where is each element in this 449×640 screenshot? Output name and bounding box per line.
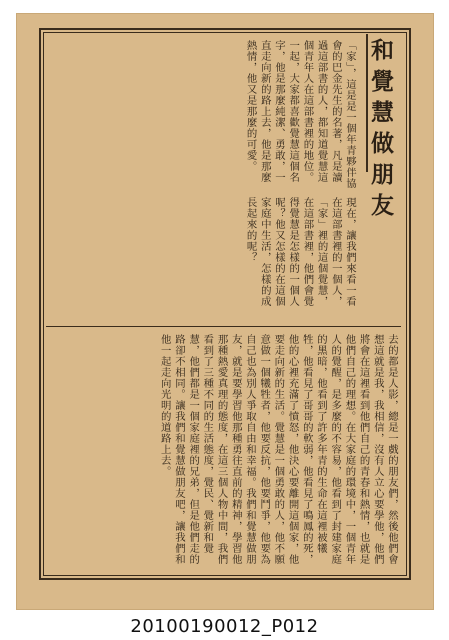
top-paragraph-2: 現在，讓我們來看一看在這部書裡的一個人，「家」裡的這個覺慧，在這部書裡，他們會覺得覺慧是怎樣的一個人呢？他又怎樣的在這個家庭中生活，怎樣的成長起來的呢？ <box>244 197 356 307</box>
archive-id-caption: 20100190012_P012 <box>130 616 319 637</box>
bottom-body-text: 去的都是人影，總是一戲的朋友們，然後他們會想這就是我，我相信，沒有人立心要學他，他們將會在這裡看到他們自己的青春和熱情，也就是他們自己的理想。在大家庭的環境中，一個青年人的覺醒，是多麼的不容易，他看到了封建家庭的黑暗，他看到了許多年青的生命在這裡被犧牲，他看見了哥哥的軟弱，他看見了鳴鳳的死，他的心裡充滿了憤怒，他決心要離開這個家，他要走向新的生活。覺慧是一個勇敢的人，他不願意做一個犧牲者，他要反抗，他要鬥爭，他要為自己也為別人爭取自由和幸福。我們和覺慧做朋友，就是要學習他那種勇往直前的精神，學習他那種熱愛真理的態度，在這三個人物中間，我們看到了三種不同的生活態度，覺民、覺新和覺慧，他們都是一個家庭裡的兄弟，但是他們走的路卻不相同。讓我們和覺慧做朋友吧，讓我們和他一起走向光明的道路上去。 <box>158 334 398 565</box>
top-paragraph-1: 「家」，這是是一個年青夥伴協會的巴金先生的名著，凡是讀過這部書的人，都知道覺慧這個青年人在這部書裡的地位。一起，大家都喜歡覺慧這個名字，他是那麼純潔、勇敢，一直走向新的路上去，他是那麼熱情，他又是那麼的可愛。 <box>244 40 356 189</box>
article-title: 和覺慧做朋友 <box>367 38 394 224</box>
section-divider <box>46 326 401 327</box>
